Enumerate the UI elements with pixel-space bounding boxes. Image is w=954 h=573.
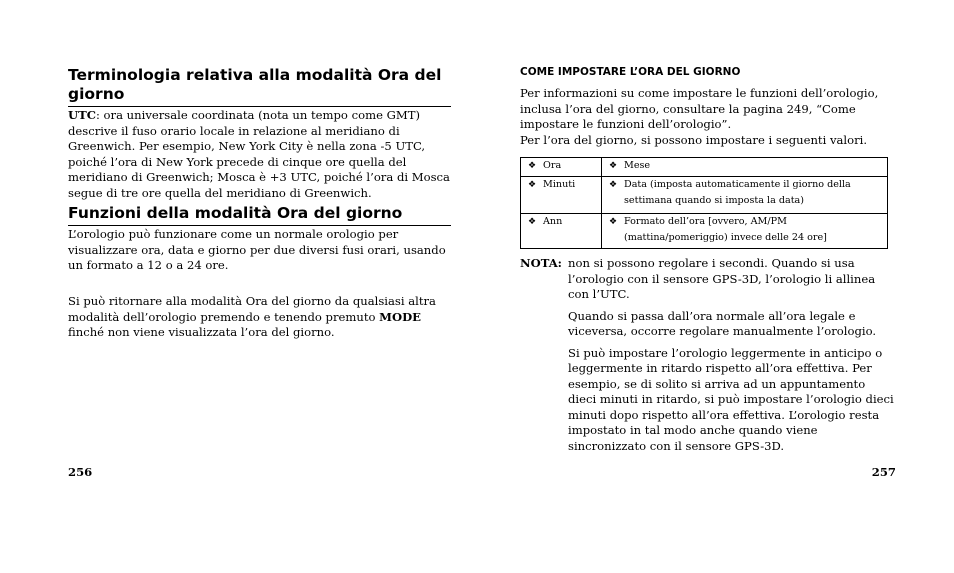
- diamond-bullet-icon: ❖: [608, 217, 618, 227]
- table-row: [521, 177, 888, 214]
- diamond-bullet-icon: ❖: [608, 161, 618, 171]
- cell-text: Formato dell’ora [ovvero, AM/PM (mattina/pomeriggio) invece delle 24 ore]: [624, 216, 827, 243]
- functions-paragraph: L’orologio può funzionare come un normale orologio per visualizzare ora, data e giorno per due diversi fusi orari, usando un formato a 12 o a 24 ore.: [68, 227, 446, 272]
- cell-text: Minuti: [543, 179, 576, 190]
- settings-table: [520, 157, 888, 249]
- cell-text: Mese: [624, 160, 651, 171]
- note-paragraph: Si può impostare l’orologio leggermente in anticipo o leggermente in ritardo rispetto all’ora effettiva. Per esempio, se di solito si arriva ad un appuntamento dieci minuti in ritardo, si può impostare l’orologio dieci minuti dopo rispetto all’ora effettiva. L’orologio resta impostato in tal modo anche quando viene sincronizzato con il sensore GPS-3D.: [568, 345, 894, 453]
- utc-paragraph: [68, 108, 451, 201]
- table-cell: [521, 158, 602, 177]
- note-body: [568, 256, 896, 460]
- table-cell: [602, 177, 888, 214]
- info-paragraph: Per informazioni su come impostare le funzioni dell’orologio, inclusa l’ora del giorno, consultare la pagina 249, “Come impostare le funzioni dell’orologio”.: [520, 86, 879, 131]
- mode-button-label: MODE: [379, 309, 421, 324]
- diamond-bullet-icon: ❖: [527, 161, 537, 171]
- cell-text: Data (imposta automaticamente il giorno della settimana quando si imposta la data): [624, 179, 851, 206]
- table-cell: [521, 177, 602, 214]
- note-label: NOTA:: [520, 256, 562, 270]
- table-row: [521, 158, 888, 177]
- diamond-bullet-icon: ❖: [608, 180, 618, 190]
- diamond-bullet-icon: ❖: [527, 180, 537, 190]
- terminology-heading: Terminologia relativa alla modalità Ora del giorno: [68, 66, 451, 107]
- page-number-right: 257: [871, 465, 896, 479]
- utc-text: : ora universale coordinata (nota un tempo come GMT) descrive il fuso orario locale in relazione al meridiano di Greenwich. Per esempio, New York City è nella zona -5 UTC, poiché l’ora di New York precede di cinque ore quella del meridiano di Greenwich; Mosca è +3 UTC, poiché l’ora di Mosca segue di tre ore quella del meridiano di Greenwich.: [68, 108, 450, 200]
- cell-text: Ann: [543, 216, 563, 227]
- diamond-bullet-icon: ❖: [527, 217, 537, 227]
- cell-text: Ora: [543, 160, 562, 171]
- note-paragraph: Quando si passa dall’ora normale all’ora legale e viceversa, occorre regolare manualmente l’orologio.: [568, 308, 877, 338]
- utc-term: UTC: [68, 108, 96, 122]
- return-mode-paragraph: [68, 294, 451, 341]
- table-cell: [602, 214, 888, 249]
- return-text-before: Si può ritornare alla modalità Ora del giorno da qualsiasi altra modalità dell’orologio premendo e tenendo premuto: [68, 294, 436, 324]
- return-text-after: finché non viene visualizzata l’ora del giorno.: [68, 325, 335, 339]
- note-paragraph: non si possono regolare i secondi. Quando si usa l’orologio con il sensore GPS-3D, l’orologio li allinea con l’UTC.: [568, 256, 876, 301]
- functions-heading: Funzioni della modalità Ora del giorno: [68, 204, 451, 226]
- values-paragraph: Per l’ora del giorno, si possono impostare i seguenti valori.: [520, 133, 868, 147]
- set-time-heading: COME IMPOSTARE L’ORA DEL GIORNO: [520, 66, 741, 78]
- page-number-left: 256: [68, 465, 93, 479]
- table-row: [521, 214, 888, 249]
- table-cell: [602, 158, 888, 177]
- table-cell: [521, 214, 602, 249]
